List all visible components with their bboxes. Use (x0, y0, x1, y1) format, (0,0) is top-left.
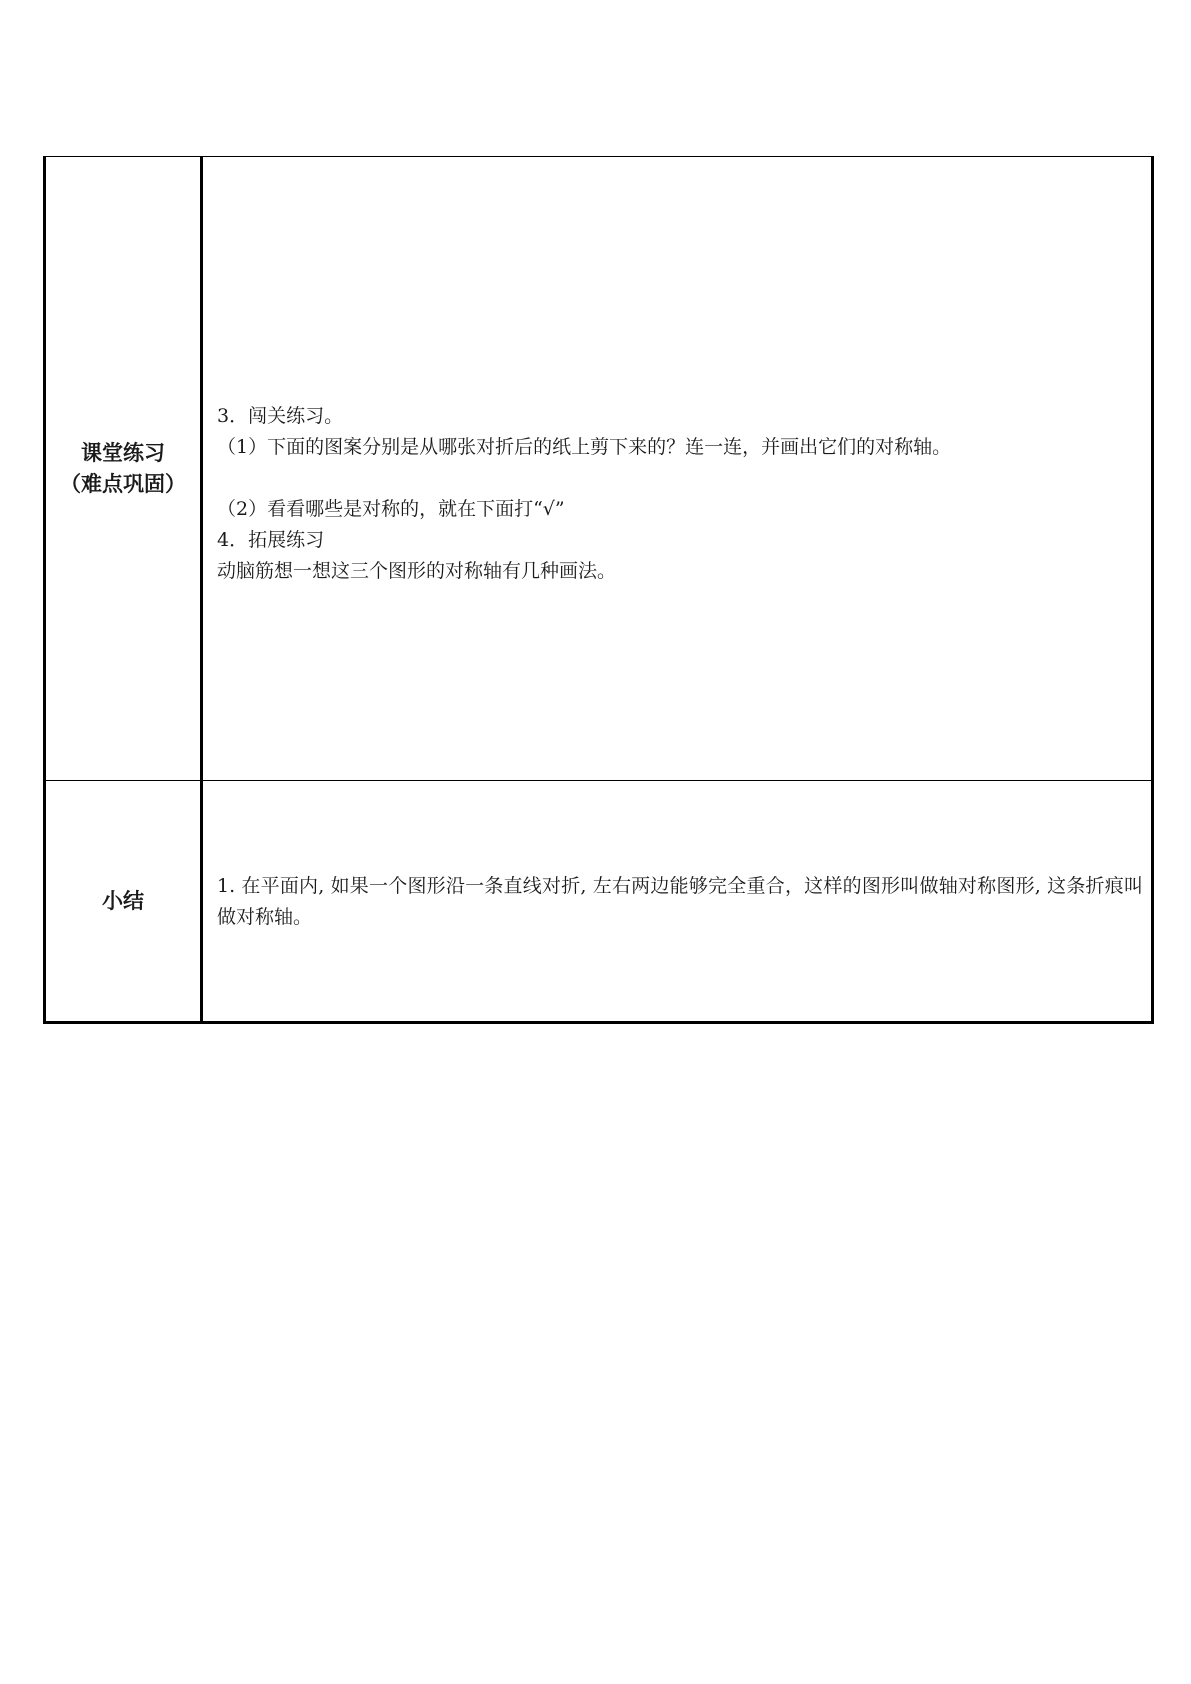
practice-label-line2: （难点巩固） (60, 471, 186, 496)
practice-row (45, 157, 1153, 781)
summary-text: 1. 在平面内, 如果一个图形沿一条直线对折, 左右两边能够完全重合，这样的图形叫做轴对称图形, 这条折痕叫做对称轴。 (217, 875, 1143, 928)
practice-spacer (217, 463, 1143, 494)
practice-item-2: （2）看看哪些是对称的，就在下面打“√” (217, 497, 565, 520)
summary-label-cell (45, 781, 202, 1023)
practice-heading-4: 4．拓展练习 (217, 528, 325, 551)
lesson-table (43, 156, 1154, 1024)
summary-row (45, 781, 1153, 1023)
practice-extension-text: 动脑筋想一想这三个图形的对称轴有几种画法。 (217, 559, 617, 582)
practice-item-1: （1）下面的图案分别是从哪张对折后的纸上剪下来的？连一连，并画出它们的对称轴。 (217, 435, 952, 458)
summary-content-cell (202, 781, 1153, 1023)
practice-label-cell (45, 157, 202, 781)
summary-label: 小结 (102, 888, 144, 913)
practice-label-line1: 课堂练习 (81, 440, 165, 465)
practice-heading-3: 3．闯关练习。 (217, 404, 344, 427)
practice-content-cell (202, 157, 1153, 781)
